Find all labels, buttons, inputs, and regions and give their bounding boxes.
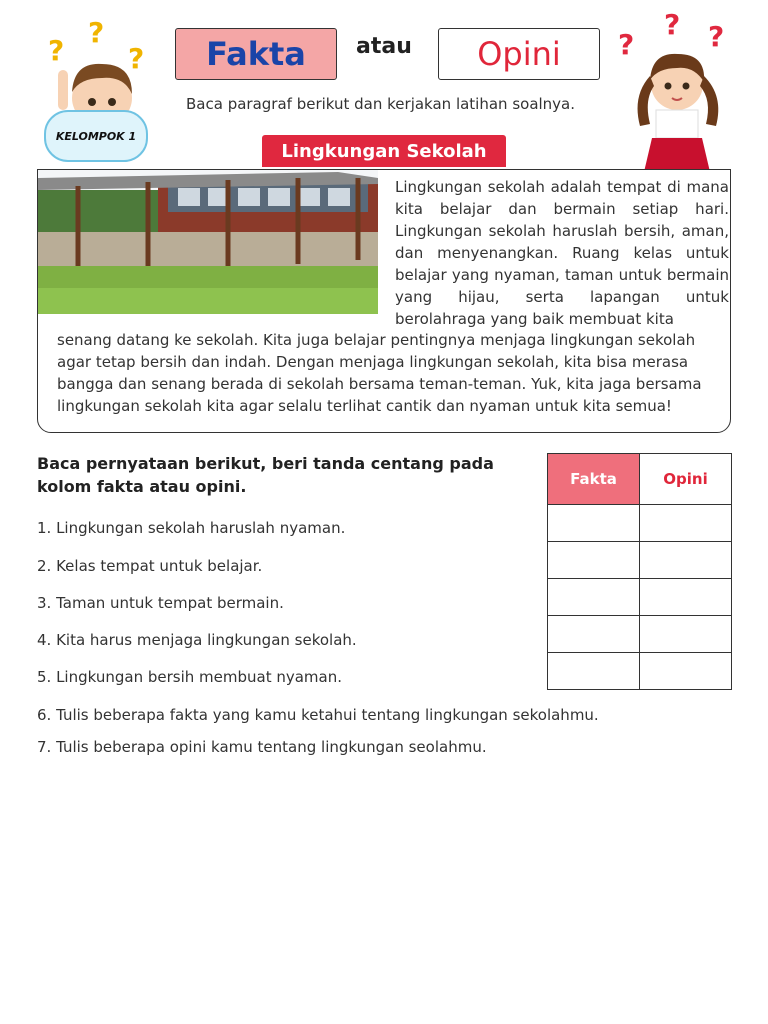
title-fakta-bubble: [175, 28, 337, 80]
subtitle: Baca paragraf berikut dan kerjakan latihan soalnya.: [186, 95, 576, 113]
column-header-fakta: Fakta: [548, 454, 640, 505]
answer-row-2: [548, 542, 732, 579]
answer-row-3: [548, 579, 732, 616]
checkbox-cell-opini-3[interactable]: [640, 579, 732, 616]
question-5: 5. Lingkungan bersih membuat nyaman.: [37, 668, 343, 686]
school-courtyard-photo: [38, 170, 378, 314]
question-3: 3. Taman untuk tempat bermain.: [37, 594, 284, 612]
svg-text:?: ?: [128, 42, 145, 75]
question-6: 6. Tulis beberapa fakta yang kamu ketahui tentang lingkungan sekolahmu.: [37, 706, 599, 724]
column-header-opini: Opini: [640, 454, 732, 505]
checkbox-cell-opini-2[interactable]: [640, 542, 732, 579]
svg-text:?: ?: [708, 20, 725, 53]
checkbox-cell-fakta-3[interactable]: [548, 579, 640, 616]
question-2: 2. Kelas tempat untuk belajar.: [37, 557, 263, 575]
checkbox-cell-fakta-5[interactable]: [548, 653, 640, 690]
svg-text:?: ?: [48, 34, 65, 67]
group-label: KELOMPOK 1: [44, 110, 148, 162]
section-title: Lingkungan Sekolah: [262, 135, 506, 167]
instruction-text: Baca pernyataan berikut, beri tanda centang pada kolom fakta atau opini.: [37, 454, 494, 496]
reading-paragraph-bottom: senang datang ke sekolah. Kita juga belajar pentingnya menjaga lingkungan sekolah agar tetap bersih dan indah. Dengan menjaga lingkungan sekolah, kita bisa merasa bangga dan senang berada di sekolah bersama teman-teman. Yuk, kita jaga bersama lingkungan sekolah kita agar selalu terlihat cantik dan nyaman untuk kita semua!: [57, 331, 702, 415]
checkbox-cell-fakta-1[interactable]: [548, 505, 640, 542]
title-atau: atau: [356, 34, 412, 59]
question-1: 1. Lingkungan sekolah haruslah nyaman.: [37, 519, 346, 537]
title-opini-bubble: [438, 28, 600, 80]
answer-table: [547, 453, 732, 690]
checkbox-cell-opini-5[interactable]: [640, 653, 732, 690]
svg-text:?: ?: [664, 8, 681, 41]
checkbox-cell-opini-4[interactable]: [640, 616, 732, 653]
girl-character-illustration: [612, 6, 742, 172]
reading-paragraph-right: Lingkungan sekolah adalah tempat di mana kita belajar dan bermain setiap hari. Lingkungan sekolah haruslah bersih, aman, dan menyenangkan. Ruang kelas untuk belajar yang nyaman, taman untuk bermain yang hijau, serta lapangan untuk berolahraga yang baik membuat kita: [395, 178, 729, 328]
checkbox-cell-fakta-2[interactable]: [548, 542, 640, 579]
question-4: 4. Kita harus menjaga lingkungan sekolah.: [37, 631, 357, 649]
answer-row-5: [548, 653, 732, 690]
title-fakta: Fakta: [206, 35, 306, 73]
checkbox-cell-fakta-4[interactable]: [548, 616, 640, 653]
answer-table-header: [548, 454, 732, 505]
svg-text:?: ?: [618, 28, 635, 61]
title-opini: Opini: [477, 35, 561, 73]
answer-row-1: [548, 505, 732, 542]
svg-text:?: ?: [88, 16, 105, 49]
checkbox-cell-opini-1[interactable]: [640, 505, 732, 542]
question-7: 7. Tulis beberapa opini kamu tentang lingkungan seolahmu.: [37, 738, 487, 756]
answer-row-4: [548, 616, 732, 653]
